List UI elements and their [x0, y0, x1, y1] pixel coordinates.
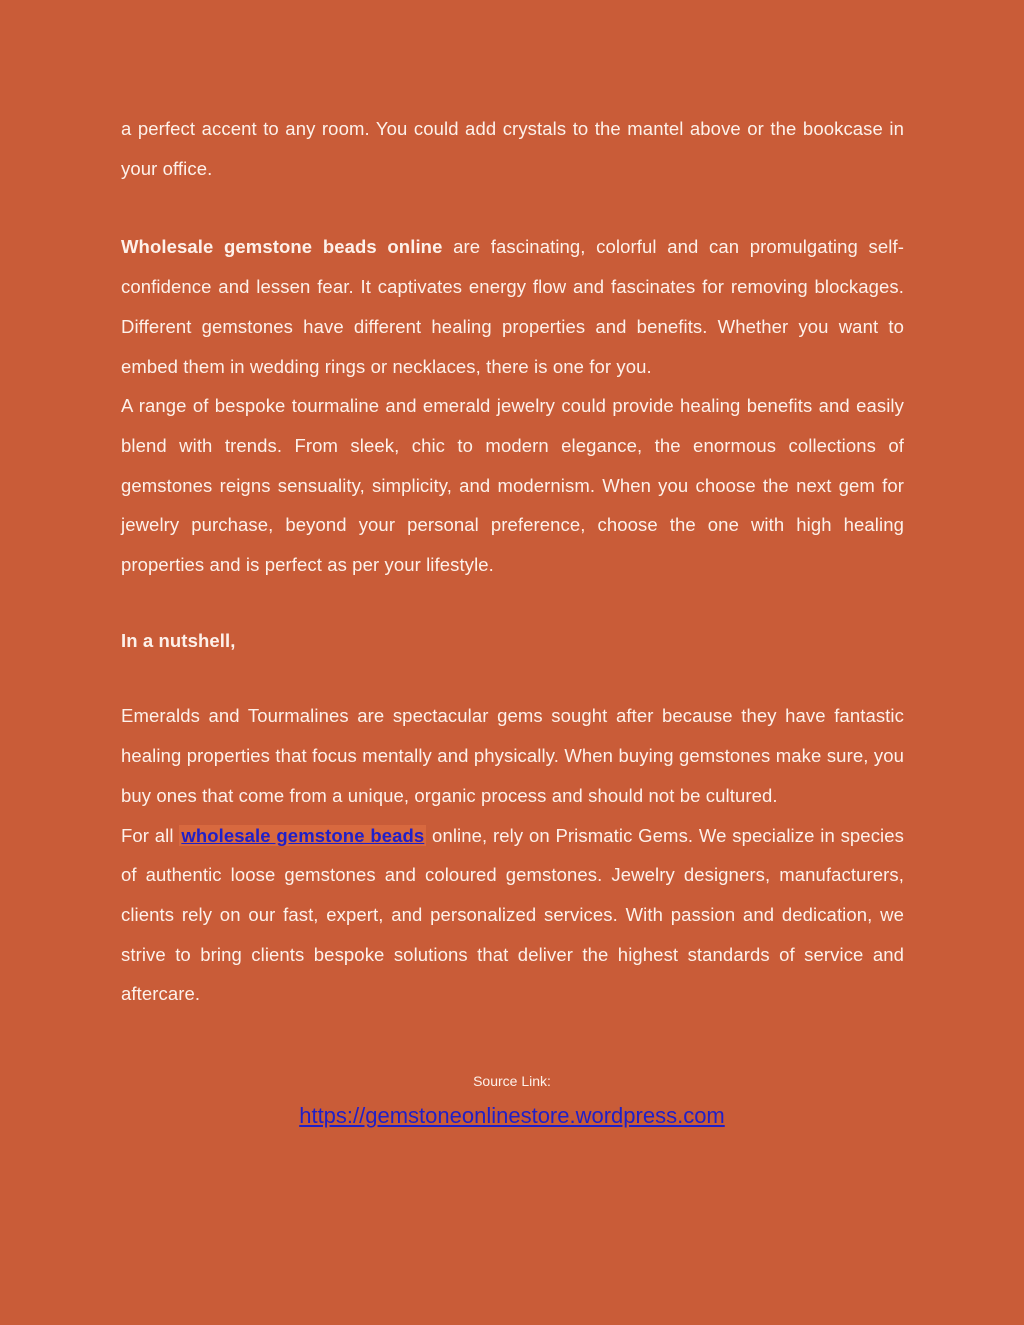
paragraph-prismatic — [121, 816, 904, 1015]
paragraph-wholesale-text: are fascinating, colorful and can promulgating self-confidence and lessen fear. It captivates energy flow and fascinates for removing blockages. Different gemstones have different healing properties and benefits. Whether you want to embed them in wedding rings or necklaces, there is one for you. — [121, 236, 904, 377]
paragraph-intro: a perfect accent to any room. You could add crystals to the mantel above or the bookcase in your office. — [121, 118, 904, 179]
paragraph-emeralds: Emeralds and Tourmalines are spectacular gems sought after because they have fantastic healing properties that focus mentally and physically. When buying gemstones make sure, you buy ones that come from a unique, organic process and should not be cultured. — [121, 705, 904, 806]
bold-lead-text: Wholesale gemstone beads online — [121, 236, 443, 258]
paragraph-prismatic-start: For all — [121, 824, 180, 846]
paragraph-wholesale — [121, 227, 904, 386]
source-link-label: Source Link: — [473, 1073, 551, 1089]
article-body — [121, 109, 904, 1014]
wholesale-gemstone-beads-link[interactable]: wholesale gemstone beads — [181, 824, 425, 846]
paragraph-prismatic-text: online, rely on Prismatic Gems. We specialize in species of authentic loose gemstones and coloured gemstones. Jewelry designers, manufacturers, clients rely on our fast, expert, and personalized services. With passion and dedication, we strive to bring clients bespoke solutions that deliver the highest standards of service and aftercare. — [121, 824, 905, 1005]
source-url-link[interactable]: https://gemstoneonlinestore.wordpress.com — [299, 1103, 725, 1128]
paragraph-bespoke: A range of bespoke tourmaline and emerald jewelry could provide healing benefits and easily blend with trends. From sleek, chic to modern elegance, the enormous collections of gemstones reigns sensuality, simplicity, and modernism. When you choose the next gem for jewelry purchase, beyond your personal preference, choose the one with high healing properties and is perfect as per your lifestyle. — [121, 395, 904, 576]
section-heading: In a nutshell, — [121, 629, 236, 651]
spacer — [121, 188, 904, 227]
spacer — [121, 585, 904, 621]
spacer — [121, 660, 904, 696]
